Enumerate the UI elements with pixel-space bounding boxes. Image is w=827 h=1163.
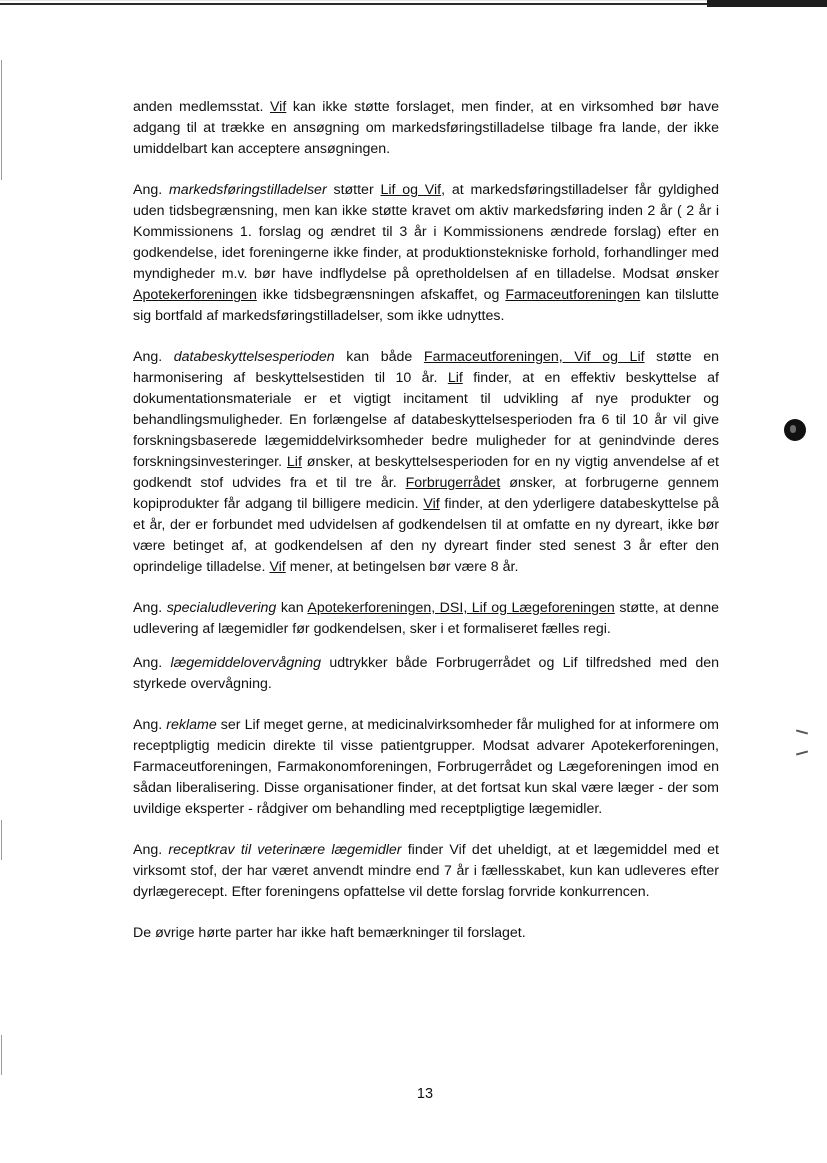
text-run: finder Vif det uheldigt, at et lægemiddel med et virksomt stof, der har været anvendt mindre end 7 år i fællesskabet, kun kan udleveres efter dyrlægerecept. Efter foreningens opfattelse vil dette forslag forvride konkurrencen. <box>133 842 719 900</box>
text-run: De øvrige hørte parter har ikke haft bemærkninger til forslaget. <box>133 925 526 941</box>
paragraph <box>133 97 719 160</box>
left-scan-edge <box>1 1035 2 1075</box>
document-body <box>133 97 719 964</box>
top-scan-border <box>0 0 827 5</box>
italic-term: markedsføringstilladelser <box>168 182 327 198</box>
italic-term: lægemiddelovervågning <box>170 655 322 671</box>
text-run: kan tilslutte sig bortfald af markedsføringstilladelser, som ikke udnyttes. <box>133 287 719 324</box>
scan-speck <box>796 729 808 734</box>
paragraph <box>133 840 719 903</box>
text-run: finder, at en effektiv beskyttelse af dokumentationsmateriale er et vigtigt incitament til udvikling af nye produkter og behandlingsmuligheder. En forlængelse af databeskyttelsesperioden fra 6 til 10 år vil give forskningsbaserede lægemiddelvirksomheder bedre muligheder for at genindvinde deres forskningsinvesteringer. <box>133 370 719 470</box>
underlined-name: Lif <box>286 454 302 470</box>
text-run: kan både <box>334 349 424 365</box>
text-run: Ang. <box>133 717 167 733</box>
underlined-name: Apotekerforeningen, DSI, Lif og Lægeforeningen <box>307 600 615 616</box>
underlined-name: Vif <box>423 496 440 512</box>
paragraph <box>133 923 719 944</box>
text-run: ikke tidsbegrænsningen afskaffet, og <box>256 287 506 303</box>
italic-term: specialudlevering <box>166 600 277 616</box>
top-right-scan-mark <box>707 0 827 7</box>
paragraph <box>133 715 719 820</box>
text-run: kan ikke støtte forslaget, men finder, at en virksomhed bør have adgang til at trække en ansøgning om markedsføringstilladelse tilbage fra lande, der ikke umiddelbart kan acceptere ansøgningen. <box>133 99 719 157</box>
italic-term: receptkrav til veterinære lægemidler <box>168 842 402 858</box>
underlined-name: Farmaceutforeningen <box>505 287 641 303</box>
scan-speck <box>796 750 808 755</box>
paragraph <box>133 598 719 640</box>
text-run: udtrykker både Forbrugerrådet og Lif tilfredshed med den styrkede overvågning. <box>133 655 720 692</box>
left-scan-edge <box>1 820 2 860</box>
text-run: , at markedsføringstilladelser får gyldighed uden tidsbegrænsning, men kan ikke støtte kravet om aktiv markedsføring inden 2 år ( 2 år i Kommissionens 1. forslag og ændret til 3 år i Kommissionens ændrede forslag) efter en godkendelse, idet foreningerne ikke finder, at produktionstekniske forhold, forhandlinger med myndigheder m.v. bør have indflydelse på opretholdelsen af en tilladelse. Modsat ønsker <box>133 182 720 282</box>
italic-term: reklame <box>166 717 217 733</box>
left-scan-edge <box>1 60 2 180</box>
text-run: støtte, at denne udlevering af lægemidler før godkendelsen, sker i et formaliseret fælles regi. <box>133 600 719 637</box>
paragraph <box>133 653 719 695</box>
page-number: 13 <box>416 1086 434 1102</box>
paragraph <box>133 347 719 578</box>
text-run: Ang. <box>133 842 169 858</box>
text-run: Ang. <box>133 655 171 671</box>
text-run: ønsker, at forbrugerne gennem kopiprodukter får adgang til billigere medicin. <box>133 475 719 512</box>
text-run: mener, at betingelsen bør være 8 år. <box>285 559 519 575</box>
text-run: Ang. <box>133 349 174 365</box>
text-run: finder, at den yderligere databeskyttelse på et år, der er forbundet med udvidelsen af godkendelsen til at omfatte en ny dyreart, ikke bør være betinget af, at godkendelsen af den ny dyreart finder sted senest 3 år efter den oprindelige tilladelse. <box>133 496 720 575</box>
text-run: anden medlemsstat. <box>133 99 270 115</box>
text-run: støtte en harmonisering af beskyttelsestiden til 10 år. <box>133 349 719 386</box>
underlined-name: Vif <box>269 99 287 115</box>
underlined-name: Forbrugerrådet <box>405 475 501 491</box>
underlined-name: Vif <box>269 559 286 575</box>
underlined-name: Farmaceutforeningen, Vif og Lif <box>423 349 645 365</box>
underlined-name: Lif og Vif <box>380 182 442 198</box>
text-run: ønsker, at beskyttelsesperioden for en ny vigtig anvendelse af et godkendt stof udvides fra et til tre år. <box>133 454 719 491</box>
text-run: Ang. <box>133 600 167 616</box>
underlined-name: Apotekerforeningen <box>133 287 257 303</box>
text-run: kan <box>276 600 308 616</box>
italic-term: databeskyttelsesperioden <box>173 349 335 365</box>
underlined-name: Lif <box>447 370 463 386</box>
hole-punch-mark <box>784 419 806 441</box>
paragraph <box>133 180 719 327</box>
text-run: ser Lif meget gerne, at medicinalvirksomheder får mulighed for at informere om receptpligtig medicin direkte til visse patientgrupper. Modsat advarer Apotekerforeningen, Farmaceutforeningen, Farmakonomforeningen, Forbrugerrådet og Lægeforeningen imod en sådan liberalisering. Disse organisationer finder, at det fortsat kun skal være læger - der som uvildige eksperter - rådgiver om behandling med receptpligtige lægemidler. <box>133 717 719 817</box>
text-run: støtter <box>326 182 381 198</box>
text-run: Ang. <box>133 182 169 198</box>
